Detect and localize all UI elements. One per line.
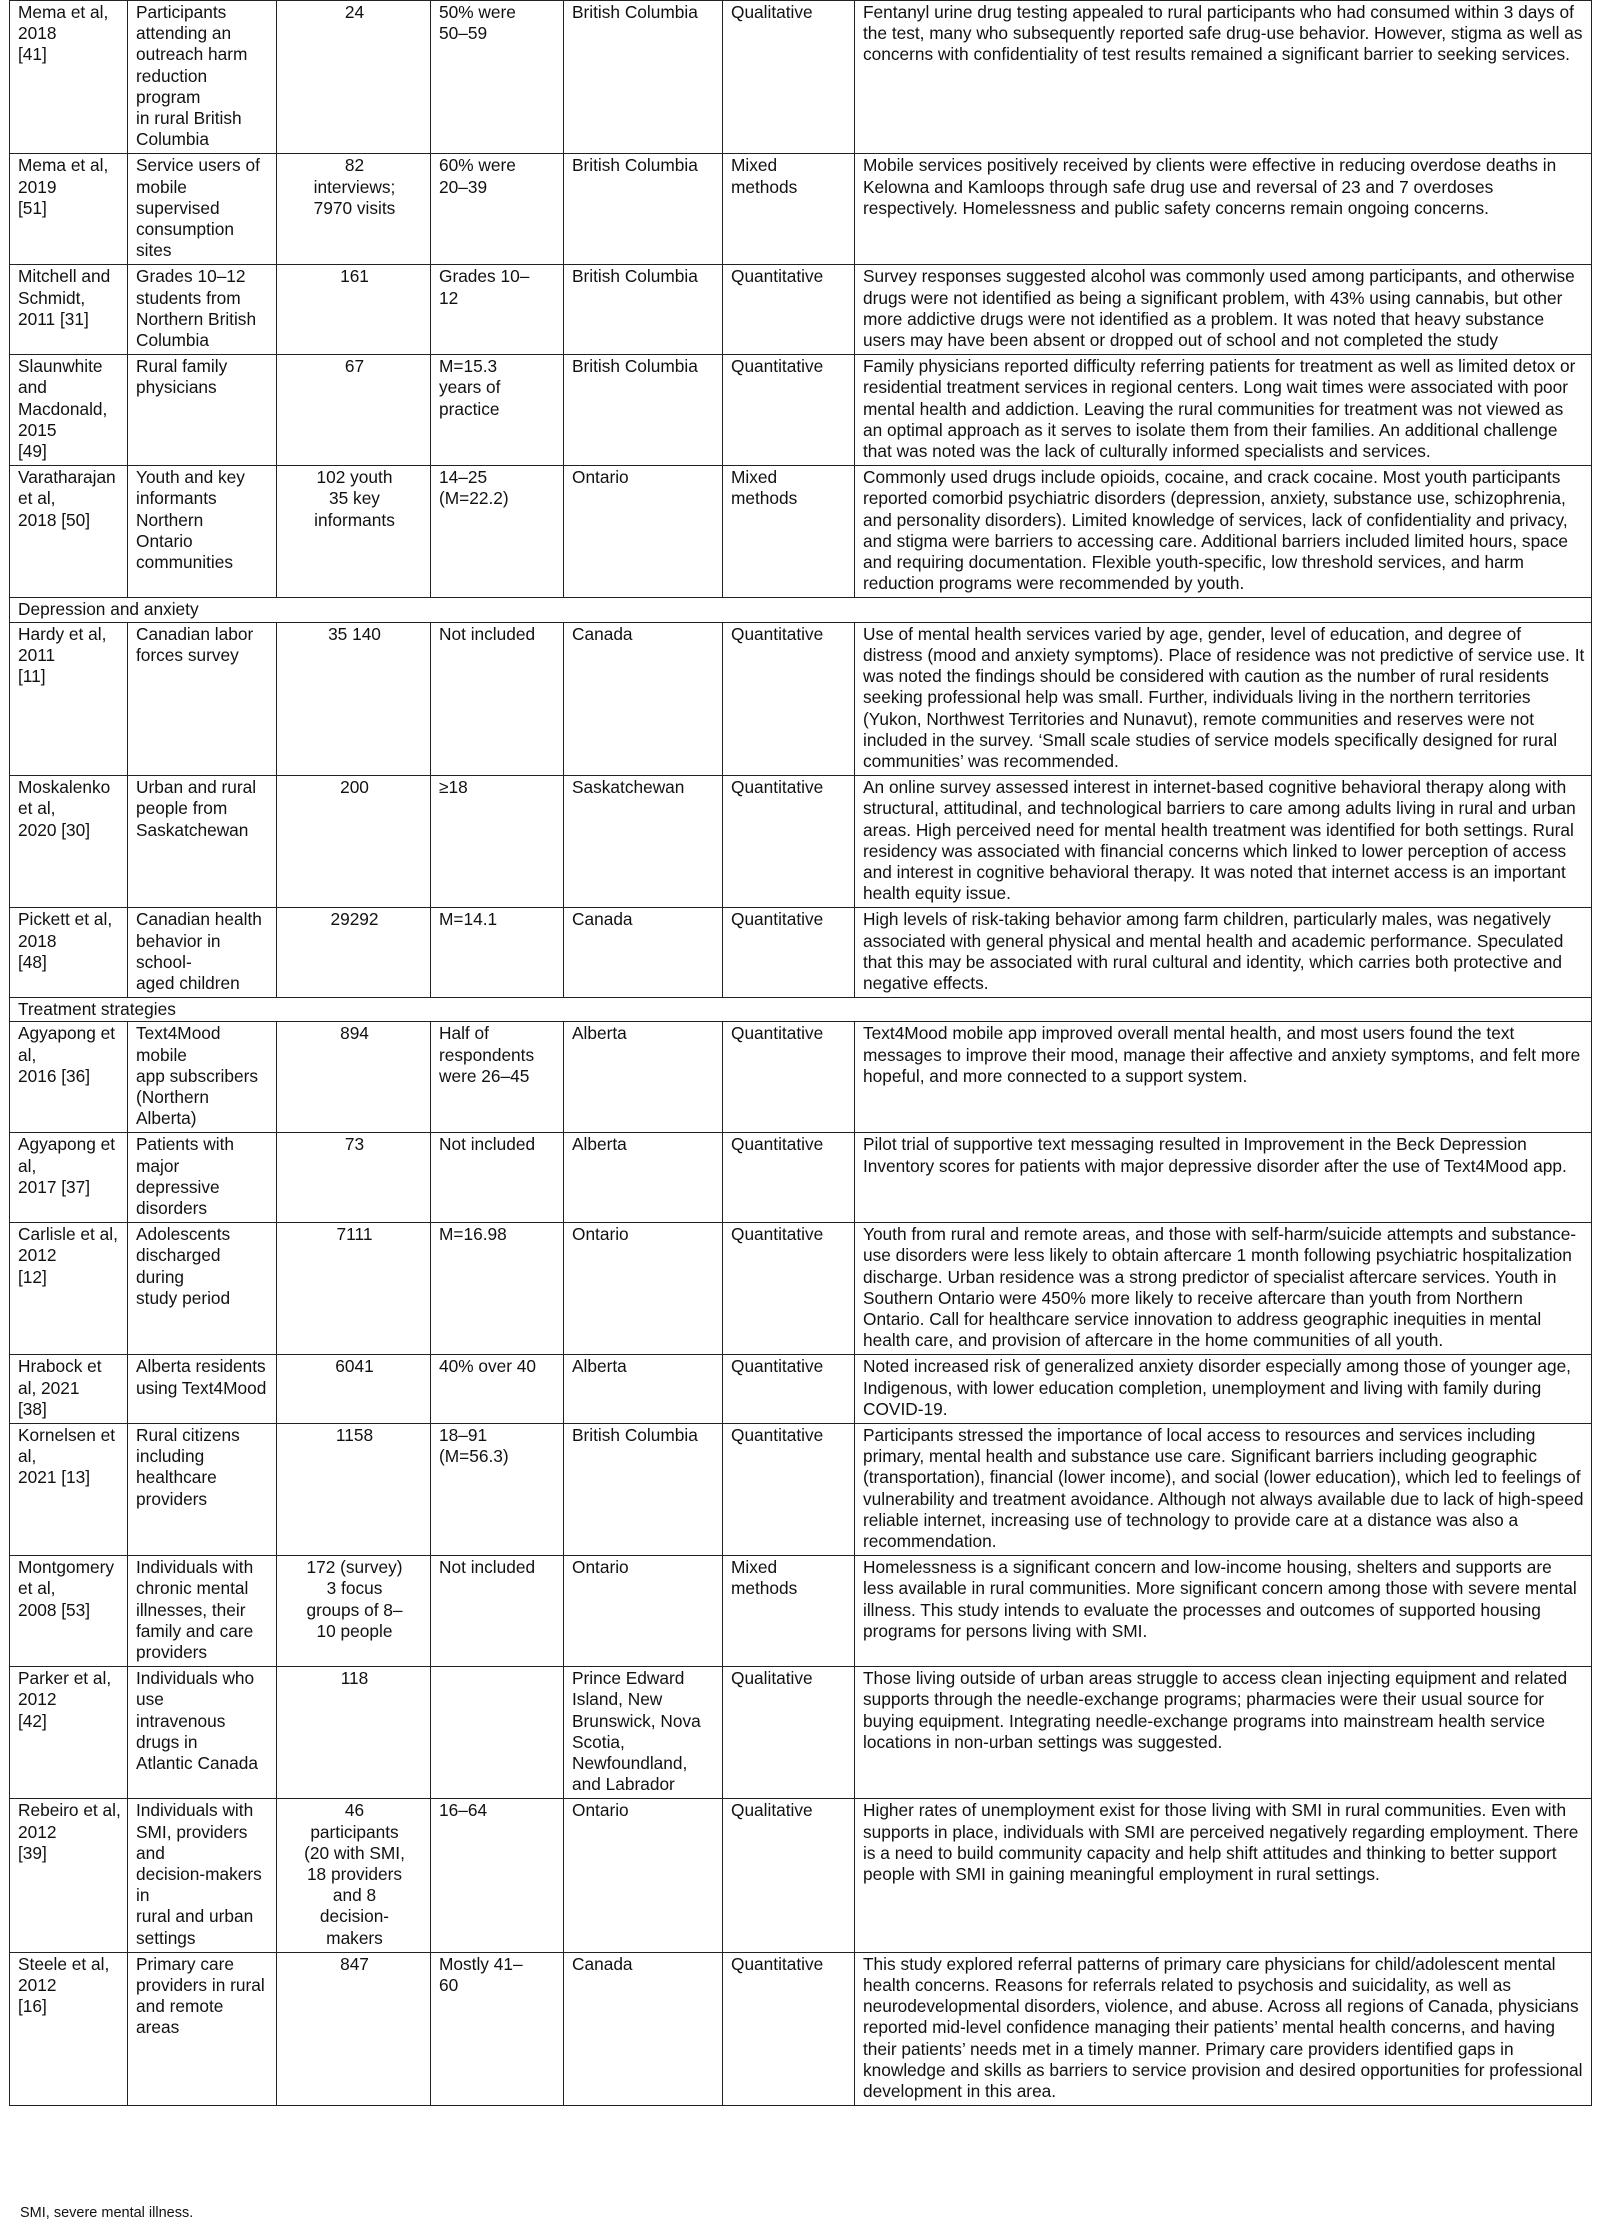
cell-findings: Participants stressed the importance of local access to resources and services including primary, mental health and substance use care. Significant barriers including geographic (transportation), financial (lower income), and social (lower education), which led to feelings of vulnerability and treatment avoidance. Although not always available due to lack of high-speed reliable internet, increasing use of technology to provide care at a distance was also a recommendation.	[855, 1424, 1592, 1556]
section-label: Depression and anxiety	[10, 598, 1592, 622]
cell-age: ≥18	[431, 776, 564, 908]
cell-method: Quantitative	[723, 1133, 855, 1223]
cell-age: 18–91 (M=56.3)	[431, 1424, 564, 1556]
cell-age: Grades 10– 12	[431, 265, 564, 355]
cell-location: Canada	[564, 622, 723, 775]
cell-findings: Pilot trial of supportive text messaging resulted in Improvement in the Beck Depression Inventory scores for patients with major depressive disorder after the use of Text4Mood app.	[855, 1133, 1592, 1223]
cell-citation: Parker et al, 2012 [42]	[10, 1667, 128, 1799]
cell-n: 67	[277, 355, 431, 466]
cell-n: 1158	[277, 1424, 431, 1556]
cell-location: Alberta	[564, 1355, 723, 1424]
cell-citation: Hardy et al, 2011 [11]	[10, 622, 128, 775]
cell-citation: Rebeiro et al, 2012 [39]	[10, 1799, 128, 1952]
cell-age: 50% were 50–59	[431, 1, 564, 154]
cell-n: 7111	[277, 1223, 431, 1355]
cell-citation: Agyapong et al, 2017 [37]	[10, 1133, 128, 1223]
cell-citation: Mitchell and Schmidt, 2011 [31]	[10, 265, 128, 355]
cell-method: Quantitative	[723, 908, 855, 998]
cell-citation: Kornelsen et al, 2021 [13]	[10, 1424, 128, 1556]
cell-findings: Homelessness is a significant concern and low-income housing, shelters and supports are less available in rural communities. More significant concern among those with severe mental illness. This study intends to evaluate the processes and outcomes of supported housing programs for persons living with SMI.	[855, 1556, 1592, 1667]
cell-citation: Varatharajan et al, 2018 [50]	[10, 466, 128, 598]
cell-method: Quantitative	[723, 265, 855, 355]
cell-n: 102 youth 35 key informants	[277, 466, 431, 598]
cell-findings: Noted increased risk of generalized anxiety disorder especially among those of younger age, Indigenous, with lower education completion, unemployment and living with family during COVID-19.	[855, 1355, 1592, 1424]
table-row	[10, 1667, 1592, 1799]
table-row	[10, 1355, 1592, 1424]
cell-age: 14–25 (M=22.2)	[431, 466, 564, 598]
cell-method: Quantitative	[723, 1424, 855, 1556]
cell-findings: Mobile services positively received by clients were effective in reducing overdose deaths in Kelowna and Kamloops through safe drug use and reversal of 23 and 7 overdoses respectively. Homelessness and public safety concerns remain ongoing concerns.	[855, 154, 1592, 265]
cell-population: Urban and rural people from Saskatchewan	[128, 776, 277, 908]
cell-population: Canadian labor forces survey	[128, 622, 277, 775]
cell-method: Qualitative	[723, 1799, 855, 1952]
cell-population: Canadian health behavior in school- aged children	[128, 908, 277, 998]
table-row	[10, 1223, 1592, 1355]
cell-method: Quantitative	[723, 776, 855, 908]
cell-citation: Pickett et al, 2018 [48]	[10, 908, 128, 998]
section-header-row	[10, 998, 1592, 1022]
cell-method: Quantitative	[723, 622, 855, 775]
cell-location: British Columbia	[564, 355, 723, 466]
cell-population: Patients with major depressive disorders	[128, 1133, 277, 1223]
cell-location: Ontario	[564, 1799, 723, 1952]
table-row	[10, 1022, 1592, 1133]
cell-citation: Carlisle et al, 2012 [12]	[10, 1223, 128, 1355]
cell-age: 40% over 40	[431, 1355, 564, 1424]
cell-method: Qualitative	[723, 1667, 855, 1799]
cell-population: Rural citizens including healthcare providers	[128, 1424, 277, 1556]
table-row	[10, 1, 1592, 154]
cell-location: Canada	[564, 908, 723, 998]
cell-n: 847	[277, 1952, 431, 2105]
cell-method: Quantitative	[723, 1223, 855, 1355]
cell-n: 118	[277, 1667, 431, 1799]
cell-age: M=15.3 years of practice	[431, 355, 564, 466]
cell-location: Ontario	[564, 1223, 723, 1355]
cell-population: Adolescents discharged during study period	[128, 1223, 277, 1355]
cell-findings: Youth from rural and remote areas, and those with self-harm/suicide attempts and substance-use disorders were less likely to obtain aftercare 1 month following psychiatric hospitalization discharge. Urban residence was a strong predictor of specialist aftercare services. Youth in Southern Ontario were 450% more likely to receive aftercare than youth from Northern Ontario. Call for healthcare service innovation to address geographic inequities in mental health care, and provision of aftercare in the home communities of all youth.	[855, 1223, 1592, 1355]
cell-findings: Those living outside of urban areas struggle to access clean injecting equipment and related supports through the needle-exchange programs; pharmacies were their usual source for buying equipment. Integrating needle-exchange programs into mainstream health service locations in non-urban settings was suggested.	[855, 1667, 1592, 1799]
cell-method: Mixed methods	[723, 1556, 855, 1667]
cell-n: 200	[277, 776, 431, 908]
cell-location: Saskatchewan	[564, 776, 723, 908]
cell-population: Rural family physicians	[128, 355, 277, 466]
cell-age: 16–64	[431, 1799, 564, 1952]
cell-population: Individuals with SMI, providers and decision-makers in rural and urban settings	[128, 1799, 277, 1952]
cell-n: 24	[277, 1, 431, 154]
section-header-row	[10, 598, 1592, 622]
cell-location: Alberta	[564, 1022, 723, 1133]
cell-population: Individuals with chronic mental illnesses, their family and care providers	[128, 1556, 277, 1667]
table-row	[10, 776, 1592, 908]
cell-citation: Mema et al, 2019 [51]	[10, 154, 128, 265]
cell-n: 29292	[277, 908, 431, 998]
table-row	[10, 265, 1592, 355]
cell-n: 172 (survey) 3 focus groups of 8– 10 people	[277, 1556, 431, 1667]
document-page	[9, 0, 1591, 2221]
cell-location: British Columbia	[564, 1424, 723, 1556]
cell-findings: Family physicians reported difficulty referring patients for treatment as well as limited detox or residential treatment services in regional centers. Long wait times were associated with poor mental health and addiction. Leaving the rural communities for treatment was not viewed as an optimal approach as it serves to isolate them from their families. An additional challenge that was noted was the lack of culturally informed specialists and services.	[855, 355, 1592, 466]
cell-method: Qualitative	[723, 1, 855, 154]
cell-population: Text4Mood mobile app subscribers (Northern Alberta)	[128, 1022, 277, 1133]
literature-table	[9, 0, 1592, 2106]
table-body	[10, 1, 1592, 2106]
cell-age: M=14.1	[431, 908, 564, 998]
section-label: Treatment strategies	[10, 998, 1592, 1022]
cell-population: Individuals who use intravenous drugs in Atlantic Canada	[128, 1667, 277, 1799]
cell-citation: Agyapong et al, 2016 [36]	[10, 1022, 128, 1133]
cell-location: Alberta	[564, 1133, 723, 1223]
cell-method: Quantitative	[723, 1952, 855, 2105]
cell-findings: Survey responses suggested alcohol was commonly used among participants, and otherwise drugs were not identified as being a significant problem, with 43% using cannabis, but other more addictive drugs were not identified as a problem. It was noted that heavy substance users may have been absent or dropped out of school and not completed the study	[855, 265, 1592, 355]
cell-population: Primary care providers in rural and remote areas	[128, 1952, 277, 2105]
cell-method: Mixed methods	[723, 154, 855, 265]
table-row	[10, 1952, 1592, 2105]
cell-citation: Mema et al, 2018 [41]	[10, 1, 128, 154]
cell-location: Ontario	[564, 1556, 723, 1667]
cell-citation: Hrabock et al, 2021 [38]	[10, 1355, 128, 1424]
cell-location: British Columbia	[564, 265, 723, 355]
cell-location: Ontario	[564, 466, 723, 598]
table-row	[10, 908, 1592, 998]
cell-age: Mostly 41– 60	[431, 1952, 564, 2105]
cell-age	[431, 1667, 564, 1799]
table-row	[10, 355, 1592, 466]
cell-method: Mixed methods	[723, 466, 855, 598]
table-row	[10, 1133, 1592, 1223]
cell-n: 82 interviews; 7970 visits	[277, 154, 431, 265]
cell-age: Not included	[431, 1133, 564, 1223]
cell-population: Alberta residents using Text4Mood	[128, 1355, 277, 1424]
cell-age: M=16.98	[431, 1223, 564, 1355]
cell-findings: Text4Mood mobile app improved overall mental health, and most users found the text messages to improve their mood, manage their affective and anxiety symptoms, and felt more hopeful, and more connected to a support system.	[855, 1022, 1592, 1133]
cell-findings: Higher rates of unemployment exist for those living with SMI in rural communities. Even with supports in place, individuals with SMI are perceived negatively regarding employment. There is a need to build community capacity and help shift attitudes and thinking to better support people with SMI in gaining meaningful employment in rural settings.	[855, 1799, 1592, 1952]
cell-location: Canada	[564, 1952, 723, 2105]
table-row	[10, 1424, 1592, 1556]
cell-age: Not included	[431, 622, 564, 775]
cell-citation: Moskalenko et al, 2020 [30]	[10, 776, 128, 908]
cell-n: 35 140	[277, 622, 431, 775]
cell-population: Youth and key informants Northern Ontario communities	[128, 466, 277, 598]
cell-citation: Montgomery et al, 2008 [53]	[10, 1556, 128, 1667]
cell-n: 46 participants (20 with SMI, 18 providers and 8 decision- makers	[277, 1799, 431, 1952]
cell-findings: Fentanyl urine drug testing appealed to rural participants who had consumed within 3 days of the test, many who subsequently reported safe drug-use behavior. However, stigma as well as concerns with confidentiality of test results remained a significant barrier to seeking services.	[855, 1, 1592, 154]
cell-findings: Commonly used drugs include opioids, cocaine, and crack cocaine. Most youth participants reported comorbid psychiatric disorders (depression, anxiety, substance use, schizophrenia, and personality disorders). Limited knowledge of services, lack of confidentiality and privacy, and stigma were barriers to accessing care. Additional barriers included limited hours, space and requiring documentation. Flexible youth-specific, low threshold services, and harm reduction programs were recommended by youth.	[855, 466, 1592, 598]
table-row	[10, 154, 1592, 265]
cell-findings: High levels of risk-taking behavior among farm children, particularly males, was negatively associated with general physical and mental health and academic performance. Speculated that this may be associated with rural cultural and identity, which carries both protective and negative effects.	[855, 908, 1592, 998]
cell-location: British Columbia	[564, 1, 723, 154]
table-row	[10, 466, 1592, 598]
cell-population: Service users of mobile supervised consumption sites	[128, 154, 277, 265]
cell-method: Quantitative	[723, 355, 855, 466]
table-row	[10, 1799, 1592, 1952]
cell-n: 894	[277, 1022, 431, 1133]
footnote: SMI, severe mental illness.	[20, 2205, 194, 2221]
cell-findings: An online survey assessed interest in internet-based cognitive behavioral therapy along with structural, attitudinal, and technological barriers to care among adults living in rural and urban areas. High perceived need for mental health treatment was identified for both settings. Rural residency was associated with financial concerns which linked to lower perception of access and interest in cognitive behavioral therapy. It was noted that internet access is an important health equity issue.	[855, 776, 1592, 908]
cell-population: Participants attending an outreach harm reduction program in rural British Columbia	[128, 1, 277, 154]
cell-n: 6041	[277, 1355, 431, 1424]
cell-citation: Steele et al, 2012 [16]	[10, 1952, 128, 2105]
cell-age: Not included	[431, 1556, 564, 1667]
cell-findings: Use of mental health services varied by age, gender, level of education, and degree of distress (mood and anxiety symptoms). Place of residence was not predictive of service use. It was noted the findings should be considered with caution as the number of rural residents seeking professional help was small. Further, individuals living in the northern territories (Yukon, Northwest Territories and Nunavut), remote communities and reserves were not included in the survey. ‘Small scale studies of service models specifically designed for rural communities’ was recommended.	[855, 622, 1592, 775]
cell-n: 161	[277, 265, 431, 355]
cell-age: 60% were 20–39	[431, 154, 564, 265]
cell-population: Grades 10–12 students from Northern British Columbia	[128, 265, 277, 355]
cell-method: Quantitative	[723, 1022, 855, 1133]
cell-citation: Slaunwhite and Macdonald, 2015 [49]	[10, 355, 128, 466]
cell-method: Quantitative	[723, 1355, 855, 1424]
cell-location: Prince Edward Island, New Brunswick, Nova Scotia, Newfoundland, and Labrador	[564, 1667, 723, 1799]
cell-findings: This study explored referral patterns of primary care physicians for child/adolescent mental health concerns. Reasons for referrals related to psychosis and suicidality, as well as neurodevelopmental disorders, violence, and abuse. Across all regions of Canada, physicians reported mid-level confidence managing their patients’ mental health concerns, and having their patients’ needs met in a timely manner. Primary care providers identified gaps in knowledge and skills as barriers to service provision and desired opportunities for professional development in this area.	[855, 1952, 1592, 2105]
cell-age: Half of respondents were 26–45	[431, 1022, 564, 1133]
cell-n: 73	[277, 1133, 431, 1223]
cell-location: British Columbia	[564, 154, 723, 265]
table-row	[10, 1556, 1592, 1667]
table-row	[10, 622, 1592, 775]
